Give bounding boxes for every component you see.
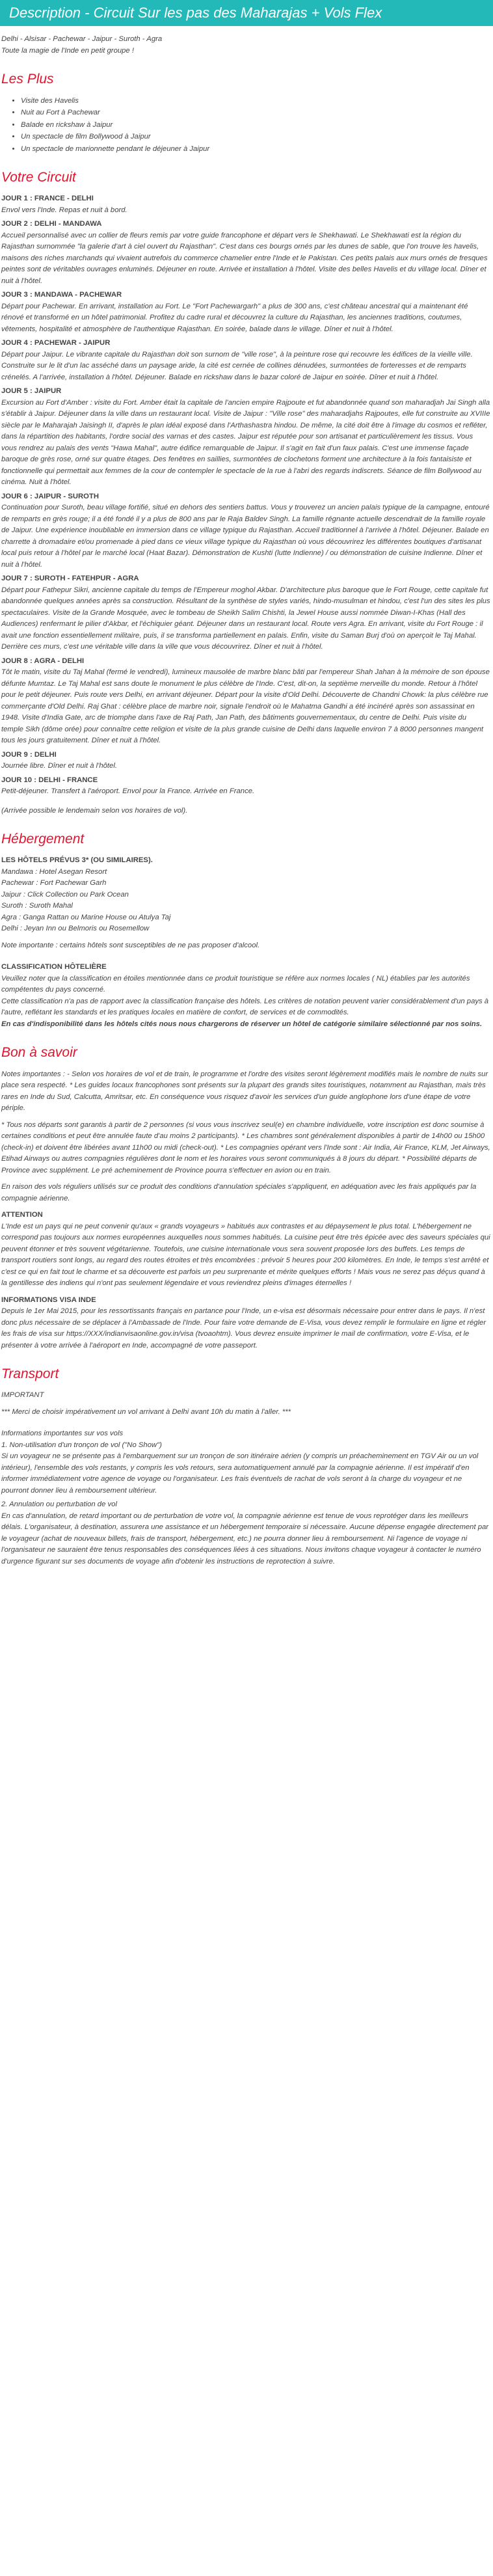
day-text: Journée libre. Dîner et nuit à l'hôtel.: [1, 762, 117, 770]
section-heading-bon-a-savoir: Bon à savoir: [1, 1045, 77, 1061]
attention-title: ATTENTION: [1, 1211, 43, 1219]
day-text: Petit-déjeuner. Transfert à l'aéroport. Envol pour la France. Arrivée en France.: [1, 787, 255, 796]
day-title: JOUR 3 : MANDAWA - PACHEWAR: [1, 291, 122, 299]
classification-text: Veuillez noter que la classification en étoiles mentionnée dans ce produit touristique se réfère aux normes locales ( NL) établies par les autorités compétentes du pays concerné.: [1, 974, 470, 994]
day-text: Continuation pour Suroth, beau village fortifié, situé en dehors des sentiers battus. Vous y trouverez un ancien palais typique de la campagne, entouré de remparts en grès rouge; il a été fondé il y a plus de 800 ans par le Raja Baldev Singh. La famille régnante actuelle descendrait de la famille royale de Jaipur. Une expérience inoubliable en immersion dans ce village typique du Rajasthan. Accueil traditionnel à l'arrivée à l'hôtel. Déjeuner. Balade en charrette à dromadaire et/ou promenade à pied dans ce vieux village typique du Rajasthan où vous découvrirez les différentes boutiques d'artisanat local puis retour à l'hôtel par le marché local (Haat Bazar). Démonstration de Kushti (lutte Indienne) / ou démonstration de cuisine Indienne. Dîner et nuit à l'hôtel.: [1, 504, 490, 569]
arrival-note: (Arrivée possible le lendemain selon vos horaires de vol).: [1, 806, 188, 815]
hotel-line: Agra : Ganga Rattan ou Marine House ou Atulya Taj: [1, 913, 171, 921]
section-heading-plus: Les Plus: [1, 72, 54, 87]
day-title: JOUR 5 : JAIPUR: [1, 387, 62, 396]
day-item: [1, 573, 490, 653]
itinerary-route: Delhi - Alsisar - Pachewar - Jaipur - Suroth - Agra: [1, 35, 163, 44]
list-item: • Nuit au Fort à Pachewar: [21, 107, 490, 119]
day-item: [1, 193, 490, 216]
day-title: JOUR 10 : DELHI - FRANCE: [1, 776, 98, 784]
day-title: JOUR 9 : DELHI: [1, 750, 57, 759]
day-title: JOUR 1 : FRANCE - DELHI: [1, 195, 94, 203]
day-item: [1, 219, 490, 287]
list-item: • Balade en rickshaw à Jaipur: [21, 120, 490, 131]
day-title: JOUR 7 : SUROTH - FATEHPUR - AGRA: [1, 575, 139, 583]
day-text: Départ pour Fathepur Sikri, ancienne capitale du temps de l'Empereur moghol Akbar. D'architecture plus baroque que le Fort Rouge, cette capitale fut abandonnée quelques années après sa construction. Résultant de la synthèse de styles variés, hindo-musulman et hindou, c'est l'un des sites les plus spectaculaires. Visite de la Grande Mosquée, avec le tombeau de Sheikh Salim Chishti, la Jewel House aussi nommée Diwan-I-Khas (Hall des Audiences) renfermant le pilier d'Akbar, et l'échiquier géant. Déjeuner dans un restaurant local. Route vers Agra. En arrivant, visite du Fort Rouge : il avait une fonction essentiellement militaire, puis, il se transforma partiellement en palais. Enfin, visite du Saman Burj d'où on aperçoit le Taj Mahal. Derrière ces murs, c'est une véritable ville dans la ville que vous découvrirez. Dîner et nuit à l'hôtel.: [1, 586, 490, 651]
classification-bold-note: En cas d'indisponibilité dans les hôtels cités nous nous chargerons de réserver un hôtel de catégorie similaire sélectionné par nos soins.: [1, 1020, 483, 1028]
classification-text: Cette classification n'a pas de rapport avec la classification française des hôtels. Les critères de notation peuvent varier considérablement d'un pays à l'autre, reflétant les standards et les pratiques locales en matière de confort, de services et de commodités.: [1, 997, 489, 1017]
note-paragraph: En raison des vols réguliers utilisés sur ce produit des conditions d'annulation spéciales s'appliquent, en adéquation avec les frais appliqués par la compagnie aérienne.: [1, 1183, 477, 1202]
day-text: Départ pour Pachewar. En arrivant, installation au Fort. Le "Fort Pachewargarh" a plus de 300 ans, c'est château ancestral qui a maintenant été rénové et transformé en un hôtel patrimonial. Profitez du cadre rural et découvrez la culture du Rajasthan, les anciennes traditions, coutumes, vêtements, hospitalité et atmosphère de l'authentique Rajasthan. En soirée, balade dans le village. Dîner et nuit à l'hôtel.: [1, 302, 468, 333]
hotel-line: Pachewar : Fort Pachewar Garh: [1, 879, 107, 888]
classification-title: CLASSIFICATION HÔTELIÈRE: [1, 963, 107, 971]
list-item: • Un spectacle de film Bollywood à Jaipur: [21, 131, 490, 143]
day-item: [1, 750, 490, 772]
visa-title: INFORMATIONS VISA INDE: [1, 1295, 96, 1304]
day-item: [1, 775, 490, 798]
flight-info-item-title: 1. Non-utilisation d'un tronçon de vol ("No Show"): [1, 1441, 162, 1449]
hotel-line: Mandawa : Hotel Asegan Resort: [1, 867, 107, 876]
hotel-line: Suroth : Suroth Mahal: [1, 902, 73, 910]
day-title: JOUR 2 : DELHI - MANDAWA: [1, 220, 102, 228]
transport-stars-note: *** Merci de choisir impérativement un vol arrivant à Delhi avant 10h du matin à l'aller. ***: [1, 1407, 291, 1416]
day-title: JOUR 4 : PACHEWAR - JAIPUR: [1, 339, 111, 347]
day-text: Départ pour Jaipur. Le vibrante capitale du Rajasthan doit son surnom de "ville rose", à la peinture rose qui recouvre les édifices de la vieille ville. Construite sur le lit d'un lac asséché dans un paysage aride, la cité est cernée de collines dénudées, surmontées de forteresses et de remparts crénelés. A l'arrivée, installation à l'hôtel. Déjeuner. Balade en rickshaw dans le bazar coloré de Jaipur en soirée. Dîner et nuit à l'hôtel.: [1, 350, 473, 381]
list-item: • Visite des Havelis: [21, 96, 490, 107]
note-paragraph: * Tous nos départs sont garantis à partir de 2 personnes (si vous vous inscrivez seul(e) en chambre individuelle, votre inscription est donc soumise à certaines conditions et peut être annulée faute d'au moins 2 participants). * Les chambres sont généralement disponibles à partir de 14h00 ou 15h00 (check-in) et doivent être libérées avant 11h00 ou midi (check-out). * Les compagnies opérant vers l'Inde sont : Air India, Air France, KLM, Jet Airways, Etihad Airways ou autres compagnies régulières dont le nom et les horaires vous seront communiqués à 8 jours du départ. * Possibilité départs de Province avec supplément. Le pré acheminement de Province pourra s'effectuer en avion ou en train.: [1, 1120, 490, 1174]
hotels-title: LES HÔTELS PRÉVUS 3* (OU SIMILAIRES).: [1, 856, 153, 865]
list-item: • Un spectacle de marionnette pendant le déjeuner à Jaipur: [21, 144, 490, 156]
attention-text: L'Inde est un pays qui ne peut convenir qu'aux « grands voyageurs » habitués aux contrastes et au dépaysement le plus total. L'hébergement ne correspond pas toujours aux normes européennes auxquelles nous sommes habitués. La cuisine peut être très épicée avec des saveurs spéciales qui peuvent étonner et très souvent végétarienne. Toutefois, une cuisine internationale vous sera souvent proposée lors des buffets. Les temps de transport routiers sont longs, au regard des routes étroites et très encombrées : prévoir 5 heures pour 200 kilomètres. En Inde, le temps s'est arrêté et c'est ce qui en fait tout le charme et sa découverte est parfois un peu surprenante et mérite quelques efforts ! Mais vous ne serez pas déçus quand à la gentillesse des indiens qui n'ont pas seulement légendaire et vous reviendrez pleins d'images éternelles !: [1, 1222, 490, 1288]
day-item: [1, 290, 490, 335]
intro-tagline: Toute la magie de l'Inde en petit groupe !: [1, 46, 134, 55]
flight-info-item-title: 2. Annulation ou perturbation de vol: [1, 1500, 117, 1509]
flight-info-item: [1, 1440, 490, 1497]
transport-important: IMPORTANT: [1, 1391, 44, 1400]
day-list: [1, 193, 490, 798]
hotels-note: Note importante : certains hôtels sont susceptibles de ne pas proposer d'alcool.: [1, 941, 260, 949]
section-heading-circuit: Votre Circuit: [1, 170, 76, 185]
section-heading-transport: Transport: [1, 1366, 59, 1382]
flight-info-item: [1, 1499, 490, 1567]
day-item: [1, 386, 490, 489]
day-item: [1, 338, 490, 383]
flight-info-title: Informations importantes sur vos vols: [1, 1430, 124, 1438]
flight-info-item-text: En cas d'annulation, de retard important ou de perturbation de votre vol, la compagnie aérienne est tenue de vous reprotéger dans les meilleurs délais. L'organisateur, à destination, assurera une assistance et un hébergement temporaire si nécessaire. Aucune dépense engagée directement par le voyageur (achat de nouveaux billets, frais de transport, hébergement, etc.) ne pourra donner lieu à remboursement. Ni l'agence de voyage ni l'organisateur ne sauraient être tenus responsables des conséquences liées à ces situations. Nous invitons chaque voyageur à contacter le numéro d'urgence figurant sur ses documents de voyage afin d'obtenir les instructions de reprotection à suivre.: [1, 1512, 489, 1566]
day-text: Accueil personnalisé avec un collier de fleurs remis par votre guide francophone et départ vers le Shekhawati. Le Shekhawati est la région du Rajasthan surnommée "la galerie d'art à ciel ouvert du Rajasthan". C'est dans ces bourgs ornés par les dunes de sable, que l'on trouve les havelis, maisons des riches marchands qui vivaient autrefois du commerce chamelier entre l'Inde et le Pakistan. Ces petits palais aux murs ornés de fresques peintes sont de véritables ouvrages enluminés. Déjeuner en route. Arrivée et installation à l'hôtel. Visite des belles Havelis et du village local. Dîner et nuit à l'hôtel.: [1, 231, 488, 285]
visa-text: Depuis le 1er Mai 2015, pour les ressortissants français en partance pour l'Inde, un e-visa est désormais nécessaire pour entrer dans le pays. Il n'est donc plus nécessaire de se déplacer à l'Ambassade de l'Inde. Pour faire votre demande de E-Visa, vous devez remplir le formulaire en ligne et régler les frais de visa sur https://XXX/indianvisaonline.gov.in/visa (tvoaohtm). Vous devrez ensuite imprimer le mail de confirmation, votre E-Visa, et le présenter à votre arrivée à l'aéroport en Inde, accompagné de votre passeport.: [1, 1307, 486, 1349]
section-heading-hebergement: Hébergement: [1, 832, 85, 847]
content: [0, 34, 493, 1567]
day-text: Tôt le matin, visite du Taj Mahal (fermé le vendredi), lumineux mausolée de marbre blanc bâti par l'empereur Shah Jahan à la mémoire de son épouse défunte Mumtaz. Le Taj Mahal est sans doute le monument le plus célèbre de l'Inde. C'est, dit-on, la septième merveille du monde. Retour à l'hôtel pour le petit déjeuner. Puis route vers Delhi, en arrivant déjeuner. Départ pour la visite d'Old Delhi. Découverte de Chandni Chowk: la plus célèbre rue commerçante d'Old Delhi. Raj Ghat : célèbre place de marbre noir, signale l'endroit où le Mahatma Gandhi a été incinéré après son assassinat en 1948. Visite d'India Gate, arc de triomphe dans l'axe de Raj Path, Jan Path, des bâtiments gouvernementaux, du centre de Delhi. Puis visite du temple Sikh (dôme orée) pour connaître cette religion et visite de la plus grande cuisine de Delhi dans laquelle environ 7 à 8000 personnes mangent tous les jours gratuitement. Dîner et nuit à l'hôtel.: [1, 668, 490, 745]
note-paragraph: Notes importantes : - Selon vos horaires de vol et de train, le programme et l'ordre des visites seront légèrement modifiés mais le nombre de nuits sur place sera respecté. * Les guides locaux francophones sont présents sur la plupart des grands sites touristiques, notamment au Rajasthan, mais très rares en Inde du Sud, Calcutta, Amritsar, etc. En conséquence vous risquez d'avoir les services d'un guide anglophone lors d'une étape de votre périple.: [1, 1070, 488, 1113]
hotel-line: Delhi : Jeyan Inn ou Belmoris ou Rosemellow: [1, 925, 150, 933]
hotel-line: Jaipur : Click Collection ou Park Ocean: [1, 890, 129, 899]
day-item: [1, 656, 490, 747]
plus-list: [1, 96, 490, 156]
flight-info-item-text: Si un voyageur ne se présente pas à l'embarquement sur un tronçon de son itinéraire aérien (y compris un préacheminement en TGV Air ou un vol intérieur), l'ensemble des vols restants, y compris les vols retours, sera automatiquement annulé par la compagnie aérienne. Il est impératif d'en informer immédiatement votre agence de voyage ou l'organisateur. Les frais éventuels de rachat de vols seront à la charge du voyageur et ne pourront donner lieu à remboursement ultérieur.: [1, 1452, 479, 1495]
day-title: JOUR 6 : JAIPUR - SUROTH: [1, 492, 100, 500]
day-title: JOUR 8 : AGRA - DELHI: [1, 657, 85, 665]
day-item: [1, 491, 490, 571]
day-text: Excursion au Fort d'Amber : visite du Fort. Amber était la capitale de l'ancien empire Rajpoute et fut abandonnée quand son maharadjah Jai Singh alla s'établir à Jaipur. Déjeuner dans la ville dans un restaurant local. Visite de Jaipur : "Ville rose" des maharadjahs Rajpoutes, elle fut construite au XVIIIe siècle par le Maharajah Jaisingh II, d'après le plan idéal exposé dans l'Arthashastra hindou. De même, la cité doit être à l'image du cosmos et refléter, dans la répartition des habitants, l'ordre social des varnas et des castes. Jaipur est réputée pour son artisanat et particulièrement les tissus. Vous vous rendrez au palais des vents "Hawa Mahal", autre édifice remarquable de Jaipur. Il s'agit en fait d'un faux palais. C'est une immense façade baroque de grès rose, orné sur quatre étages. Des fenêtres en saillies, surmontées de clochetons forment une architecture à la fois fantaisiste et fonctionnelle qui permettait aux femmes de la cour de contempler le spectacle de la rue à l'abri des regards indiscrets. Séance de film Bollywood au cinéma. Nuit à l'hôtel.: [1, 398, 490, 487]
day-text: Envol vers l'Inde. Repas et nuit à bord.: [1, 206, 127, 214]
page-title-banner: Description - Circuit Sur les pas des Maharajas + Vols Flex: [0, 0, 493, 26]
